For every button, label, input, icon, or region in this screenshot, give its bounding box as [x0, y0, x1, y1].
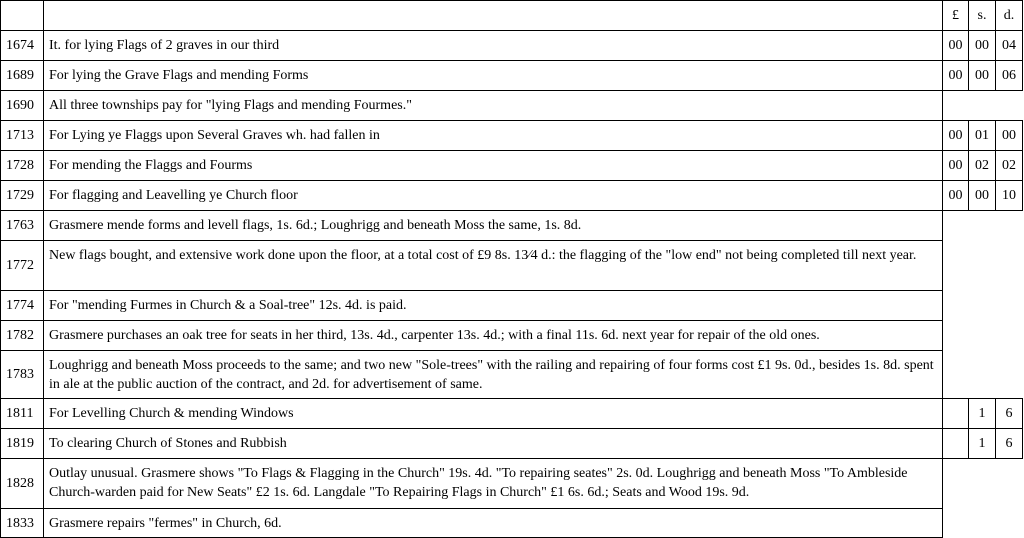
header-pence: d.: [995, 0, 1023, 31]
row-description: For Levelling Church & mending Windows: [43, 398, 943, 429]
row-pounds: 00: [942, 120, 969, 151]
row-year: 1729: [0, 180, 44, 211]
row-description: Loughrigg and beneath Moss proceeds to the same; and two new "Sole-trees" with the railing and repairing of four forms cost £1 9s. 0d., besides 1s. 8d. spent in ale at the public auction of the contract, and 2d. for advertisement of same.: [43, 350, 943, 399]
row-pounds: 00: [942, 60, 969, 91]
row-year: 1774: [0, 290, 44, 321]
row-description: To clearing Church of Stones and Rubbish: [43, 428, 943, 459]
row-description: Outlay unusual. Grasmere shows "To Flags & Flagging in the Church" 19s. 4d. "To repairing seates" 2s. 0d. Loughrigg and beneath Moss "To Ambleside Church-warden paid for New Seats" £2 1s. 6d. Langdale "To Repairing Flags in Church" £1 6s. 6d.; Seats and Wood 19s. 9d.: [43, 458, 943, 509]
row-shillings: 01: [968, 120, 996, 151]
row-pence: 04: [995, 30, 1023, 61]
row-pence: 10: [995, 180, 1023, 211]
row-year: 1690: [0, 90, 44, 121]
row-description: Grasmere repairs "fermes" in Church, 6d.: [43, 508, 943, 538]
header-pound: £: [942, 0, 969, 31]
row-shillings: 00: [968, 180, 996, 211]
row-year: 1811: [0, 398, 44, 429]
row-year: 1713: [0, 120, 44, 151]
row-year: 1674: [0, 30, 44, 61]
row-description: New flags bought, and extensive work done upon the floor, at a total cost of £9 8s. 13⁄4 d.: the flagging of the "low end" not being completed till next year.: [43, 240, 943, 291]
row-description: For flagging and Leavelling ye Church floor: [43, 180, 943, 211]
row-description: For "mending Furmes in Church & a Soal-tree" 12s. 4d. is paid.: [43, 290, 943, 321]
row-year: 1763: [0, 210, 44, 241]
row-pounds: 00: [942, 150, 969, 181]
header-shilling: s.: [968, 0, 996, 31]
row-description: Grasmere mende forms and levell flags, 1s. 6d.; Loughrigg and beneath Moss the same, 1s. 8d.: [43, 210, 943, 241]
header-year-cell: [0, 0, 44, 31]
row-description: All three townships pay for "lying Flags and mending Fourmes.": [43, 90, 943, 121]
row-description: Grasmere purchases an oak tree for seats in her third, 13s. 4d., carpenter 13s. 4d.; with a final 11s. 6d. next year for repair of the old ones.: [43, 320, 943, 351]
row-pounds: 00: [942, 30, 969, 61]
row-shillings: 00: [968, 60, 996, 91]
row-pence: 6: [995, 398, 1023, 429]
row-year: 1772: [0, 240, 44, 291]
row-pence: 00: [995, 120, 1023, 151]
row-description: For Lying ye Flaggs upon Several Graves wh. had fallen in: [43, 120, 943, 151]
row-pence: 06: [995, 60, 1023, 91]
row-pence: 02: [995, 150, 1023, 181]
row-year: 1828: [0, 458, 44, 509]
row-year: 1833: [0, 508, 44, 538]
row-description: For mending the Flaggs and Fourms: [43, 150, 943, 181]
row-description: For lying the Grave Flags and mending Forms: [43, 60, 943, 91]
row-description: It. for lying Flags of 2 graves in our third: [43, 30, 943, 61]
row-shillings: 1: [968, 398, 996, 429]
row-year: 1689: [0, 60, 44, 91]
row-shillings: 1: [968, 428, 996, 459]
row-year: 1783: [0, 350, 44, 399]
row-shillings: 02: [968, 150, 996, 181]
row-pence: 6: [995, 428, 1023, 459]
row-shillings: 00: [968, 30, 996, 61]
row-year: 1728: [0, 150, 44, 181]
row-pounds: 00: [942, 180, 969, 211]
row-pounds: [942, 428, 969, 459]
row-year: 1819: [0, 428, 44, 459]
row-year: 1782: [0, 320, 44, 351]
header-description-cell: [43, 0, 943, 31]
row-pounds: [942, 398, 969, 429]
